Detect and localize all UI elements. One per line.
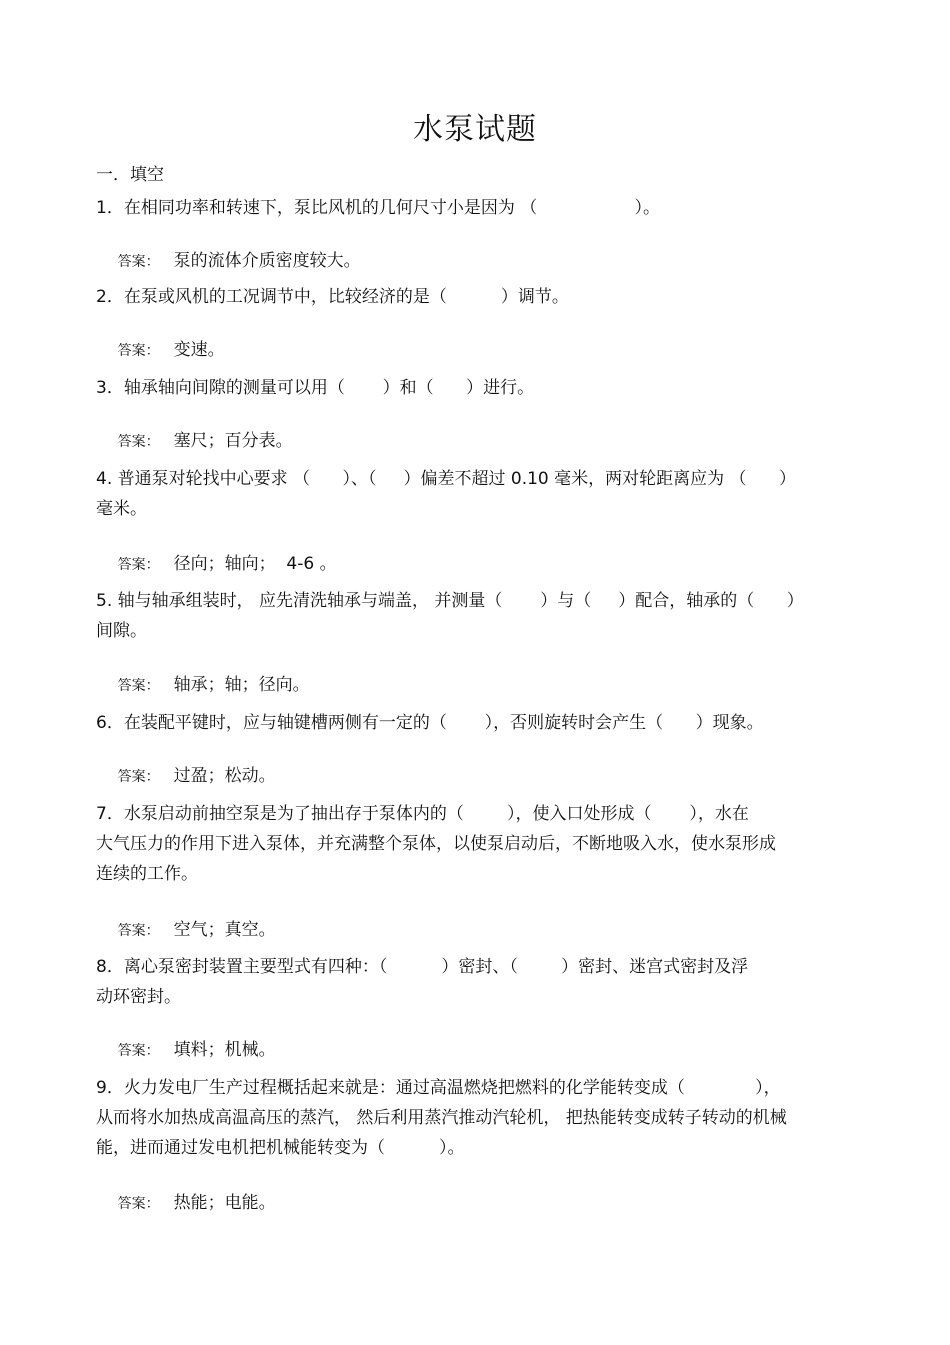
- answer-text: 轴承；轴；径向。: [173, 675, 310, 695]
- section-heading: 一．填空: [96, 165, 164, 185]
- answer-text: 泵的流体介质密度较大。: [173, 251, 361, 271]
- answer-text: 过盈；松动。: [173, 766, 276, 786]
- question-8-text: 8．离心泵密封装置主要型式有四种：（ ）密封、（ ）密封、迷宫式密封及浮 动环密封。: [96, 957, 749, 1007]
- answer-text: 填料；机械。: [173, 1040, 276, 1060]
- answer-label: 答案：: [117, 557, 160, 573]
- answer-text: 热能；电能。: [173, 1193, 276, 1213]
- question-9-text: 9．火力发电厂生产过程概括起来就是：通过高温燃烧把燃料的化学能转变成（ ）， 从而将水加热成高温高压的蒸汽， 然后利用蒸汽推动汽轮机， 把热能转变成转子转动的机械 能，进而通过发电机把机械能转变为（ ）。: [96, 1078, 787, 1158]
- answer-label: 答案：: [117, 1043, 160, 1059]
- question-7-text: 7．水泵启动前抽空泵是为了抽出存于泵体内的（ ），使入口处形成（ ），水在 大气压力的作用下进入泵体，并充满整个泵体，以使泵启动后，不断地吸入水，使水泵形成 连续的工作。: [96, 804, 776, 884]
- page-title: 水泵试题: [413, 112, 537, 147]
- answer-label: 答案：: [117, 434, 160, 450]
- question-2-text: 2．在泵或风机的工况调节中，比较经济的是（ ）调节。: [96, 287, 569, 307]
- answer-text: 变速。: [173, 340, 225, 360]
- answer-label: 答案：: [117, 254, 160, 270]
- answer-text: 径向；轴向； 4-6 。: [173, 554, 337, 574]
- answer-9: [96, 1167, 856, 1240]
- question-5-text: 5. 轴与轴承组装时， 应先清洗轴承与端盖， 并测量（ ）与（ ）配合，轴承的（ ） 间隙。: [96, 591, 804, 641]
- question-3-text: 3．轴承轴向间隙的测量可以用（ ）和（ ）进行。: [96, 378, 535, 398]
- answer-text: 空气；真空。: [173, 920, 276, 940]
- answer-label: 答案：: [117, 343, 160, 359]
- answer-label: 答案：: [117, 923, 160, 939]
- question-6-text: 6．在装配平键时，应与轴键槽两侧有一定的（ ），否则旋转时会产生（ ）现象。: [96, 713, 764, 733]
- answer-label: 答案：: [117, 678, 160, 694]
- question-4-text: 4. 普通泵对轮找中心要求 （ ）、（ ）偏差不超过 0.10 毫米，两对轮距离应为 （ ） 毫米。: [96, 469, 796, 519]
- question-1-text: 1．在相同功率和转速下，泵比风机的几何尺寸小是因为 （ ）。: [96, 198, 660, 218]
- answer-label: 答案：: [117, 1196, 160, 1212]
- answer-label: 答案：: [117, 769, 160, 785]
- answer-text: 塞尺；百分表。: [173, 431, 293, 451]
